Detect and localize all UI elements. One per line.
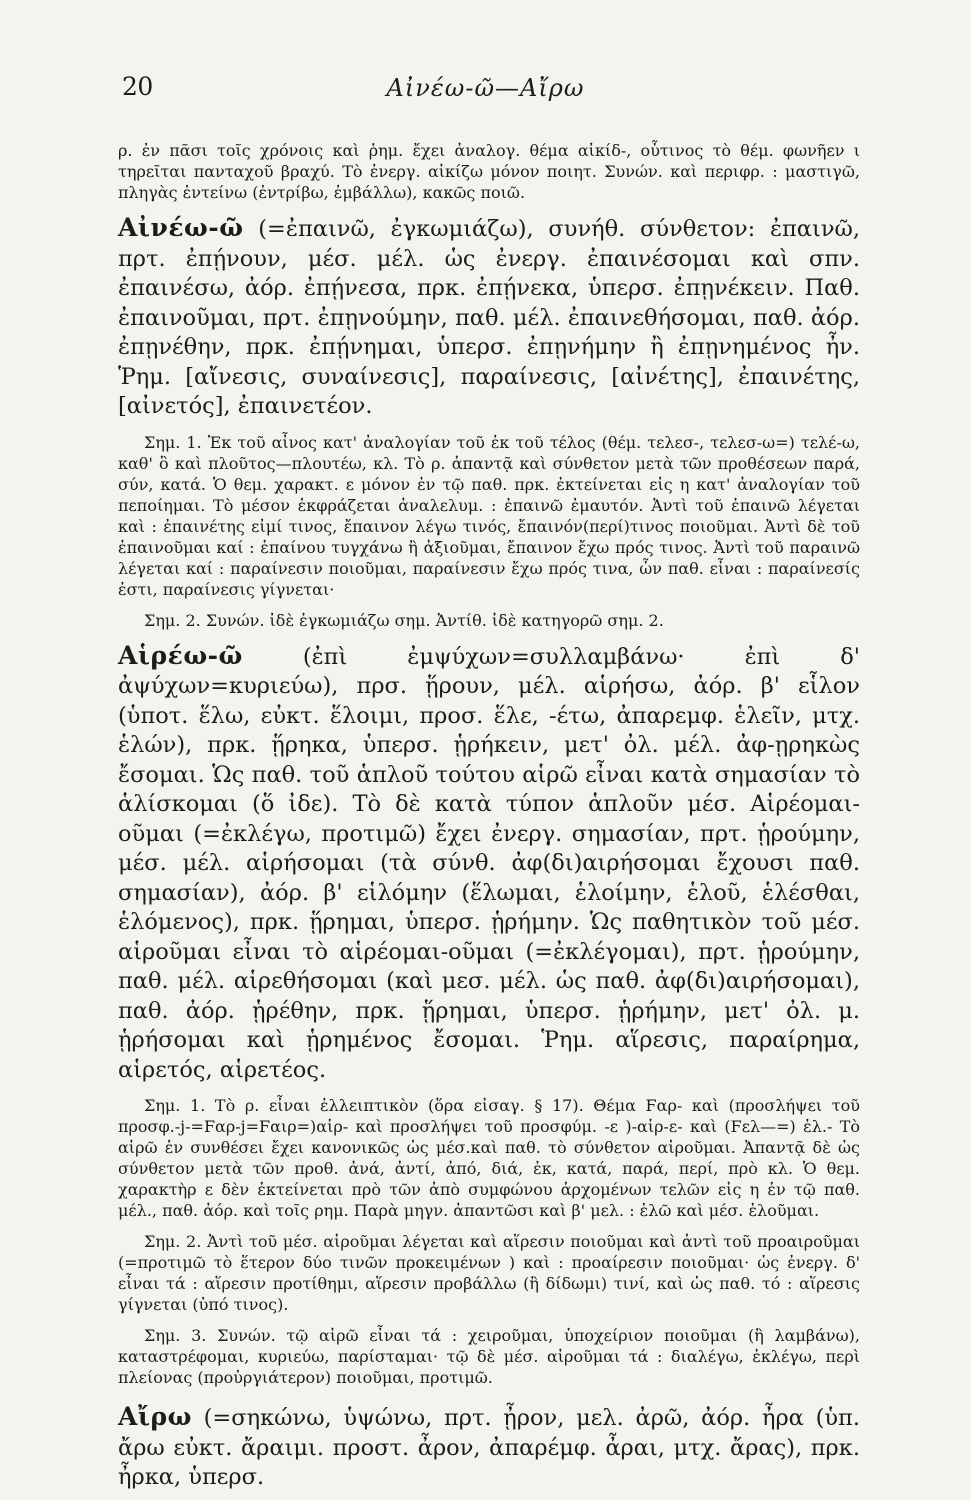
entry-body: (ἐπὶ ἐμψύχων=συλλαμβάνω· ἐπὶ δ' ἀψύχων=κυριεύω), πρσ. ᾕρουν, μέλ. αἱρήσω, ἀόρ. β' εἷλον (ὑποτ. ἕλω, εὐκτ. ἕλοιμι, προσ. ἕλε, -έτω, ἀπαρεμφ. ἑλεῖν, μτχ. ἑλών), πρκ. ᾕρηκα, ὑπερσ. ᾑρήκειν, μετ' ὀλ. μέλ. ἀφ-ῃρηκὼς ἔσομαι. Ὡς παθ. τοῦ ἁπλοῦ τούτου αἱρῶ εἶναι κατὰ σημασίαν τὸ ἁλίσκομαι (ὅ ἰδε). Τὸ δὲ κατὰ τύπον ἁπλοῦν μέσ. Αἱρέομαι-οῦμαι (=ἐκλέγω, προτιμῶ) ἔχει ἐνεργ. σημασίαν, πρτ. ᾑρούμην, μέσ. μέλ. αἱρήσομαι (τὰ σύνθ. ἀφ(δι)αιρήσομαι ἔχουσι παθ. σημασίαν), ἀόρ. β' εἱλόμην (ἕλωμαι, ἑλοίμην, ἑλοῦ, ἑλέσθαι, ἑλόμενος), πρκ. ᾕρημαι, ὑπερσ. ᾑρήμην. Ὡς παθητικὸν τοῦ μέσ. αἱροῦμαι εἶναι τὸ αἱρέομαι-οῦμαι (=ἐκλέγομαι), πρτ. ᾑρούμην, παθ. μέλ. αἱρεθήσομαι (καὶ μεσ. μέλ. ὡς παθ. ἀφ(δι)αιρήσομαι), παθ. ἀόρ. ᾑρέθην, πρκ. ᾕρημαι, ὑπερσ. ᾑρήμην, μετ' ὀλ. μ. ᾑρήσομαι καὶ ᾑρημένος ἔσομαι. Ῥημ. αἵρεσις, παραίρημα, αἱρετός, αἱρετέος. bbox=[118, 643, 860, 1083]
continued-note: ρ. ἐν πᾶσι τοῖς χρόνοις καὶ ῥημ. ἔχει ἀναλογ. θέμα αἰκίδ-, οὗτινος τὸ θέμ. φωνῆεν ι τηρεῖται πανταχοῦ βραχύ. Τὸ ἐνεργ. αἰκίζω μόνον ποιητ. Συνών. καὶ περιφρ. : μαστιγῶ, πληγὰς ἐντείνω (ἐντρίβω, ἐμβάλλω), κακῶς ποιῶ. bbox=[118, 141, 860, 202]
note-2: Σημ. 2. Συνών. ἰδὲ ἐγκωμιάζω σημ. Ἀντίθ. ἰδὲ κατηγορῶ σημ. 2. bbox=[144, 610, 664, 630]
headword: Αἱρέω-ῶ bbox=[118, 640, 243, 670]
entry-aineo bbox=[118, 213, 860, 422]
running-head: Αἰνέω-ῶ—Αἴρω bbox=[386, 74, 585, 102]
page-number: 20 bbox=[122, 72, 153, 101]
entry-body: (=ἐπαινῶ, ἐγκωμιάζω), συνήθ. σύνθετον: ἐπαινῶ, πρτ. ἐπῄνουν, μέσ. μέλ. ὡς ἐνεργ. ἐπαινέσομαι καὶ σπν. ἐπαινέσω, ἀόρ. ἐπῄνεσα, πρκ. ἐπῄνεκα, ὑπερσ. ἐπῃνέκειν. Παθ. ἐπαινοῦμαι, πρτ. ἐπῃνούμην, παθ. μέλ. ἐπαινεθήσομαι, παθ. ἀόρ. ἐπῃνέθην, πρκ. ἐπῄνημαι, ὑπερσ. ἐπῃνήμην ἢ ἐπῃνημένος ἦν. Ῥημ. [αἴνεσις, συναίνεσις], παραίνεσις, [αἰνέτης], ἐπαινέτης, [αἰνετός], ἐπαινετέον. bbox=[118, 216, 860, 419]
entry-airo bbox=[118, 1402, 860, 1493]
entry-body: (=σηκώνω, ὑψώνω, πρτ. ᾖρον, μελ. ἀρῶ, ἀόρ. ἦρα (ὑπ. ἄρω εὐκτ. ἄραιμι. προστ. ἆρον, ἀπαρέμφ. ἆραι, μτχ. ἄρας), πρκ. ἦρκα, ὑπερσ. bbox=[118, 1405, 860, 1490]
note-2: Σημ. 2. Ἀντὶ τοῦ μέσ. αἱροῦμαι λέγεται καὶ αἵρεσιν ποιοῦμαι καὶ ἀντὶ τοῦ προαιροῦμαι (=προτιμῶ τὸ ἕτερον δύο τινῶν προκειμένων ) καὶ : προαίρεσιν ποιοῦμαι· ὡς ἐνεργ. δ' εἶναι τά : αἵρεσιν προτίθημι, αἵρεσιν προβάλλω (ἢ δίδωμι) τινί, καὶ ὡς παθ. τό : αἵρεσις γίγνεται (ὑπό τινος). bbox=[118, 1232, 860, 1314]
note-1: Σημ. 1. Τὸ ρ. εἶναι ἐλλειπτικὸν (ὅρα εἰσαγ. § 17). Θέμα Ϝαρ- καὶ (προσλήψει τοῦ προσφ.-j-=Ϝαρ-j=Ϝαιρ=)αἱρ- καὶ προσλήψει τοῦ προσφύμ. -ε )-αἱρ-ε- καὶ (Ϝελ—=) ἑλ.- Τὸ αἱρῶ ἐν συνθέσει ἔχει κανονικῶς ὡς μέσ.καὶ παθ. τὸ σύνθετον αἱροῦμαι. Ἀπαντᾷ δὲ ὡς σύνθετον μετὰ τῶν προθ. ἀνά, ἀντί, ἀπό, διά, ἐκ, κατά, παρά, περί, πρὸ κλ. Ὁ θεμ. χαρακτὴρ ε δὲν ἐκτείνεται πρὸ τῶν ἀπὸ συμφώνου ἀρχομένων τελῶν εἰς η ἐν τῷ παθ. μέλ., παθ. ἀόρ. καὶ τοῖς ρημ. Παρὰ μηγν. ἀπαντῶσι καὶ β' μελ. : ἑλῶ καὶ μέσ. ἑλοῦμαι. bbox=[118, 1096, 860, 1220]
headword: Αἰνέω-ῶ bbox=[118, 213, 244, 242]
note-3: Σημ. 3. Συνών. τῷ αἱρῶ εἶναι τά : χειροῦμαι, ὑποχείριον ποιοῦμαι (ἢ λαμβάνω), καταστρέφομαι, κυριεύω, παρίσταμαι· τῷ δὲ μέσ. αἱροῦμαι τά : διαλέγω, ἐκλέγω, περὶ πλείονας (προὐργιάτερον) ποιοῦμαι, προτιμῶ. bbox=[118, 1326, 860, 1387]
note-1: Σημ. 1. Ἐκ τοῦ αἶνος κατ' ἀναλογίαν τοῦ ἐκ τοῦ τέλος (θέμ. τελεσ-, τελεσ-ω=) τελέ-ω, καθ' ὃ καὶ πλοῦτος—πλουτέω, κλ. Τὸ ρ. ἀπαντᾷ καὶ σύνθετον μετὰ τῶν προθέσεων παρά, σύν, κατά. Ὁ θεμ. χαρακτ. ε μόνον ἐν τῷ παθ. πρκ. ἐκτείνεται εἰς η κατ' ἀναλογίαν τοῦ πεποίημαι. Τὸ μέσον ἐκφράζεται ἀναλελυμ. : ἐπαινῶ ἐμαυτόν. Ἀντὶ τοῦ ἐπαινῶ λέγεται καὶ : ἐπαινέτης εἰμί τινος, ἔπαινον λέγω τινός, ἔπαινόν(περί)τινος ποιοῦμαι. Ἀντὶ δὲ τοῦ ἐπαινοῦμαι καί : ἐπαίνου τυγχάνω ἢ ἀξιοῦμαι, ἔπαινον ἔχω πρός τινος. Ἀντὶ τοῦ παραινῶ λέγεται καί : παραίνεσιν ποιοῦμαι, παραίνεσιν ἔχω πρός τινα, ὧν παθ. εἶναι : παραίνεσίς ἐστι, παραίνεσις γίγνεται· bbox=[118, 432, 860, 599]
entry-haireo bbox=[118, 641, 860, 1086]
page-header bbox=[0, 72, 971, 112]
page-content bbox=[118, 140, 860, 1499]
headword: Αἴρω bbox=[118, 1402, 192, 1431]
